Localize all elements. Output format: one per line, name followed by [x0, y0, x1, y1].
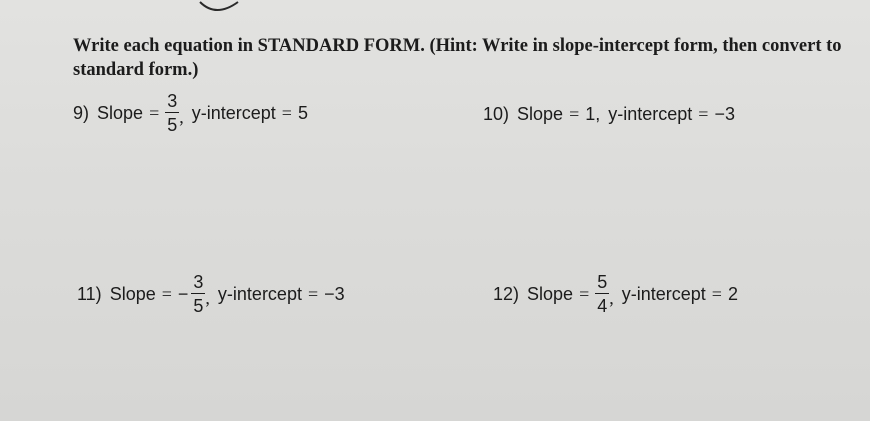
problem-number: 11)	[77, 283, 102, 304]
fraction-numerator: 5	[597, 272, 608, 292]
comma: ,	[609, 288, 614, 308]
problem-12	[493, 273, 738, 315]
problem-10	[483, 104, 735, 125]
slope-value: 1,	[585, 104, 601, 124]
instructions: Write each equation in STANDARD FORM. (Hint: Write in slope-intercept form, then convert to standard form.)	[73, 36, 842, 80]
minus-sign: −	[177, 283, 189, 304]
problem-11	[77, 273, 345, 315]
slope-label: Slope	[109, 283, 156, 304]
equals-sign: =	[161, 283, 172, 304]
equals-sign: =	[569, 104, 580, 124]
fraction-denominator: 4	[597, 296, 608, 316]
intercept-value: −3	[324, 283, 345, 304]
equals-sign: =	[711, 283, 722, 304]
fraction-numerator: 3	[193, 272, 204, 292]
problem-number: 9)	[73, 102, 90, 123]
equals-sign: =	[281, 102, 292, 123]
slope-fraction	[191, 273, 205, 315]
intercept-value: 5	[297, 102, 308, 123]
intercept-label: y-intercept	[191, 102, 276, 123]
slope-label: Slope	[517, 104, 564, 124]
problem-number: 12)	[493, 283, 520, 304]
slope-fraction	[595, 273, 609, 315]
problem-9	[73, 92, 308, 134]
intercept-label: y-intercept	[217, 283, 302, 304]
equals-sign: =	[149, 102, 160, 123]
problem-number: 10)	[483, 104, 510, 124]
intercept-value: 2	[727, 283, 738, 304]
comma: ,	[179, 107, 184, 127]
slope-label: Slope	[97, 102, 144, 123]
pencil-mark	[198, 0, 242, 16]
fraction-denominator: 5	[193, 296, 204, 316]
equals-sign: =	[307, 283, 319, 304]
intercept-value: −3	[714, 104, 735, 124]
comma: ,	[205, 288, 210, 308]
equals-sign: =	[698, 104, 709, 124]
equals-sign: =	[579, 283, 590, 304]
fraction-numerator: 3	[167, 91, 178, 111]
slope-fraction	[165, 92, 179, 134]
slope-label: Slope	[527, 283, 574, 304]
intercept-label: y-intercept	[608, 104, 693, 124]
intercept-label: y-intercept	[621, 283, 706, 304]
fraction-denominator: 5	[167, 115, 178, 135]
